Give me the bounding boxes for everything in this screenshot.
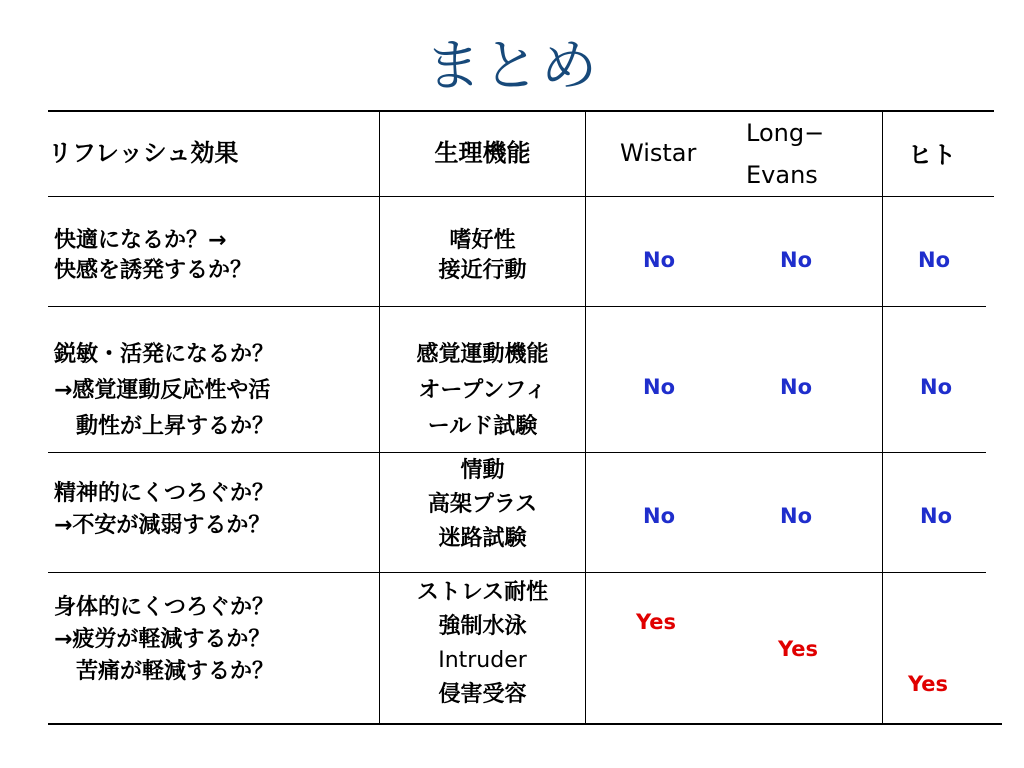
row2-effect-line2: →感覚運動反応性や活	[54, 378, 271, 403]
header-function: 生理機能	[434, 139, 531, 167]
row2-long-evans: No	[780, 375, 813, 399]
header-divider	[48, 196, 994, 197]
row4-effect-line1: 身体的にくつろぐか？	[54, 595, 275, 620]
row2-wistar: No	[643, 375, 676, 399]
row2-human: No	[920, 375, 953, 399]
row4-function-line4: 侵害受容	[438, 682, 527, 707]
row1-long-evans: No	[780, 248, 813, 272]
row3-function	[380, 454, 585, 556]
row2-effect-line3: 動性が上昇するか？	[76, 414, 275, 439]
row1-wistar: No	[643, 248, 676, 272]
row1-effect-line2: 快感を誘発するか？	[54, 258, 253, 283]
col-divider-2	[585, 110, 586, 724]
table-top-border	[48, 110, 994, 112]
row2-function-line3: ールド試験	[427, 414, 538, 439]
header-human: ヒト	[908, 141, 956, 169]
row4-function-line3: Intruder	[438, 648, 527, 673]
header-long-evans-line1: Long−	[746, 119, 825, 147]
row1-function-line1: 嗜好性	[449, 228, 516, 253]
row3-human: No	[920, 504, 953, 528]
col-divider-3	[882, 110, 883, 724]
row2-function-line2: オープンフィ	[418, 378, 547, 403]
table-bottom-border	[48, 723, 1002, 725]
row3-effect-line1: 精神的にくつろぐか？	[54, 481, 275, 506]
row2-function	[380, 337, 585, 445]
row-divider-2	[48, 452, 986, 453]
row1-human: No	[918, 248, 951, 272]
row4-function-line2: 強制水泳	[438, 614, 527, 639]
row3-function-line1: 情動	[460, 458, 505, 483]
row3-function-line2: 高架プラス	[427, 492, 538, 517]
row4-function	[380, 576, 585, 712]
row3-effect	[54, 478, 274, 542]
row2-effect-line1: 鋭敏・活発になるか？	[54, 342, 275, 367]
row3-function-line3: 迷路試験	[438, 526, 527, 551]
row4-human: Yes	[908, 672, 949, 696]
row-divider-3	[48, 572, 986, 573]
row3-wistar: No	[643, 504, 676, 528]
row4-effect	[54, 592, 274, 688]
row3-effect-line2: →不安が減弱するか？	[54, 513, 271, 538]
row1-effect-line1: 快適になるか？→	[54, 228, 227, 253]
row-divider-1	[48, 306, 986, 307]
row2-effect	[54, 337, 274, 445]
row1-function-line2: 接近行動	[438, 258, 527, 283]
row3-long-evans: No	[780, 504, 813, 528]
row4-effect-line3: 苦痛が軽減するか？	[76, 659, 275, 684]
row1-function	[380, 226, 585, 286]
row4-wistar: Yes	[636, 610, 677, 634]
row4-effect-line2: →疲労が軽減するか？	[54, 627, 271, 652]
page-title: まとめ	[425, 34, 599, 99]
row4-function-line1: ストレス耐性	[416, 580, 549, 605]
row1-effect	[54, 226, 252, 286]
row4-long-evans: Yes	[778, 637, 819, 661]
row2-function-line1: 感覚運動機能	[416, 342, 549, 367]
header-long-evans-line2: Evans	[746, 161, 818, 189]
header-wistar: Wistar	[620, 139, 697, 167]
header-effect: リフレッシュ効果	[48, 139, 239, 167]
